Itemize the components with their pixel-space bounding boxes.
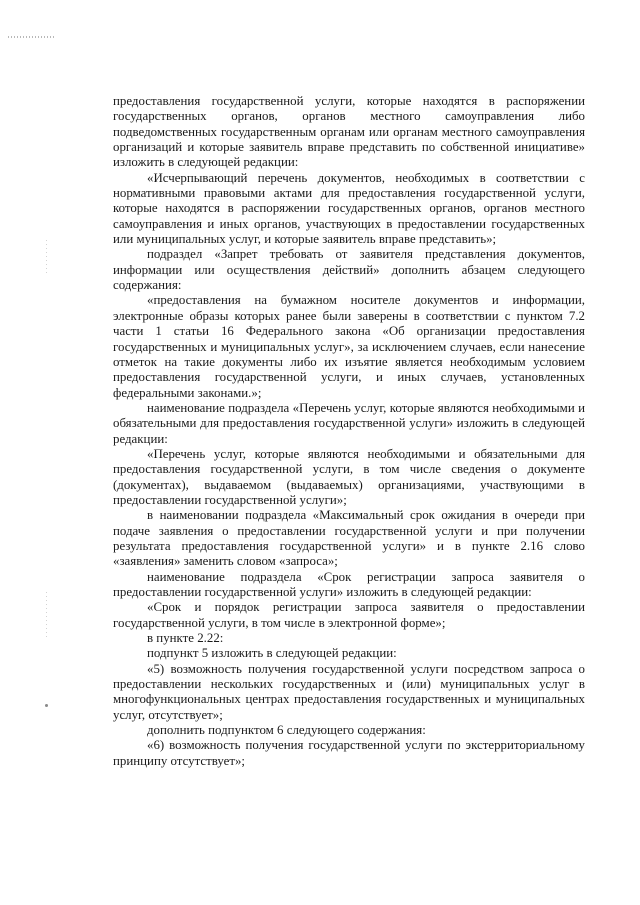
paragraph: «Срок и порядок регистрации запроса заявителя о предоставлении государственной услуги, в том числе в электронной форме»;	[113, 600, 585, 630]
paragraph: «6) возможность получения государственной услуги по экстерриториальному принципу отсутствует»;	[113, 738, 585, 768]
paragraph: «Исчерпывающий перечень документов, необходимых в соответствии с нормативными правовыми актами для предоставления государственной услуги, которые находятся в распоряжении государственных органов, органов местного самоуправления и иных органов, участвующих в предоставлении государственных или муниципальных услуг, и которые заявитель вправе представить»;	[113, 170, 585, 247]
paragraph: наименование подраздела «Перечень услуг, которые являются необходимыми и обязательными для предоставления государственной услуги» изложить в следующей редакции:	[113, 400, 585, 446]
margin-artifact	[45, 704, 48, 707]
margin-artifact	[46, 240, 47, 274]
document-body	[113, 94, 585, 769]
paragraph: предоставления государственной услуги, которые находятся в распоряжении государственных органов, органов местного самоуправления либо подведомственных государственным органам или органам местного самоуправления организаций и которые заявитель вправе представить по собственной инициативе» изложить в следующей редакции:	[113, 94, 585, 170]
paragraph: «предоставления на бумажном носителе документов и информации, электронные образы которых ранее были заверены в соответствии с пунктом 7.2 части 1 статьи 16 Федерального закона «Об организации предоставления государственных и муниципальных услуг», за исключением случаев, если нанесение отметок на такие документы либо их изъятие является необходимым условием предоставления государственной услуги, и иных случаев, установленных федеральными законами.»;	[113, 293, 585, 400]
paragraph: подпункт 5 изложить в следующей редакции:	[147, 646, 397, 661]
paragraph: «Перечень услуг, которые являются необходимыми и обязательными для предоставления государственной услуги, в том числе сведения о документе (документах), выдаваемом (выдаваемых) организациями, участвующими в предоставлении государственной услуги»;	[113, 446, 585, 507]
paragraph: «5) возможность получения государственной услуги посредством запроса о предоставлении нескольких государственных и (или) муниципальных услуг в многофункциональных центрах предоставления государственных и муниципальных услуг, отсутствует»;	[113, 661, 585, 722]
scan-artifact	[8, 36, 54, 38]
paragraph: дополнить подпунктом 6 следующего содержания:	[147, 723, 426, 738]
paragraph: подраздел «Запрет требовать от заявителя представления документов, информации или осуществления действий» дополнить абзацем следующего содержания:	[113, 247, 585, 293]
paragraph: наименование подраздела «Срок регистрации запроса заявителя о предоставлении государственной услуги» изложить в следующей редакции:	[113, 569, 585, 599]
paragraph: в пункте 2.22:	[147, 631, 224, 646]
paragraph: в наименовании подраздела «Максимальный срок ожидания в очереди при подаче заявления о предоставлении государственной услуги и при получении результата предоставления государственной услуги» и в пункте 2.16 слово «заявления» заменить словом «запроса»;	[113, 508, 585, 569]
margin-artifact	[46, 592, 47, 640]
